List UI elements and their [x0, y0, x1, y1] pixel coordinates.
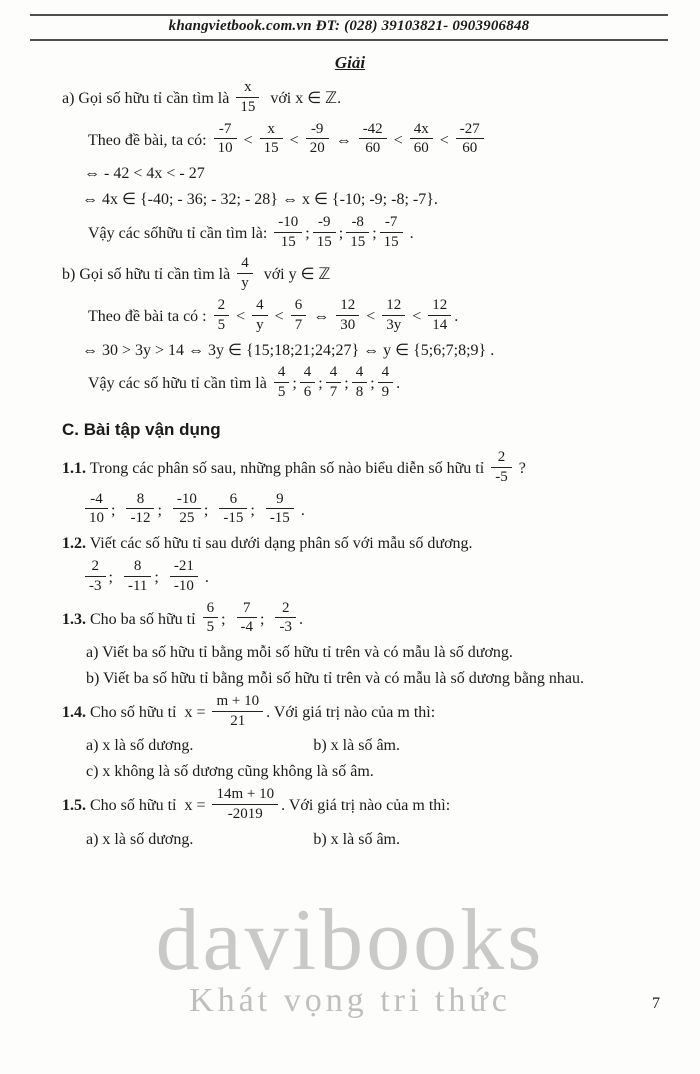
fraction [85, 558, 106, 595]
solution-part-b [62, 257, 664, 294]
fraction [260, 121, 283, 158]
fraction-numerator: 14m + 10 [212, 786, 278, 805]
fraction-numerator: 4 [352, 364, 368, 383]
fraction [85, 491, 108, 528]
fraction-denominator: 9 [381, 384, 390, 401]
fraction [410, 121, 433, 158]
text-run: . [298, 610, 303, 628]
fraction [173, 491, 201, 528]
solution-a-answer [62, 213, 664, 253]
fraction-denominator: -12 [130, 510, 151, 527]
fraction-denominator: 7 [329, 384, 338, 401]
fraction-numerator: -4 [85, 491, 108, 510]
document-body [0, 81, 700, 850]
fraction-numerator: 4 [274, 364, 290, 383]
exercise-1-3-b [62, 669, 664, 690]
fraction [352, 364, 368, 401]
text-run: ; [250, 501, 263, 519]
text-run: a) Viết ba số hữu tỉ bằng mỗi số hữu tỉ trên và có mẫu là số dương. [86, 644, 513, 662]
fraction-denominator: 5 [277, 384, 286, 401]
fraction-numerator: 4 [300, 364, 316, 383]
text-run: a) Gọi số hữu tỉ cần tìm là [62, 89, 234, 107]
fraction-denominator: 6 [303, 384, 312, 401]
fraction [326, 364, 342, 401]
exercise-1-5-ab [62, 830, 664, 851]
fraction-numerator: -27 [456, 121, 484, 140]
text-run: ⇔ [331, 131, 356, 149]
fraction-denominator: 15 [280, 233, 296, 250]
fraction-denominator: 60 [365, 140, 381, 157]
exercise-1-1 [62, 451, 664, 488]
fraction-numerator: 6 [219, 491, 247, 510]
fraction-numerator: 4 [237, 255, 253, 274]
fraction-numerator: 2 [85, 558, 106, 577]
fraction-denominator: -2019 [227, 805, 263, 822]
text-run: ; [305, 224, 310, 242]
fraction-numerator: -9 [313, 214, 336, 233]
fraction-numerator: -10 [173, 491, 201, 510]
text-run: với y ∈ ℤ [255, 266, 331, 284]
bold-text-run: 1.1. [62, 460, 86, 478]
text-run: . [405, 224, 414, 242]
exercise-1-4-c [62, 762, 664, 783]
fraction-denominator: 60 [462, 140, 478, 157]
fraction-numerator: x [260, 121, 283, 140]
fraction-numerator: 6 [291, 297, 307, 316]
fraction-denominator: 10 [217, 140, 233, 157]
text-run: a) x là số dương. [86, 830, 194, 848]
text-run: ; [344, 375, 349, 393]
fraction-numerator: 2 [214, 297, 230, 316]
fraction [124, 558, 151, 595]
fraction-numerator: 4 [378, 364, 394, 383]
text-run: ; [372, 224, 377, 242]
solution-title: Giải [334, 53, 366, 72]
fraction [170, 558, 198, 595]
solution-a-inequality [62, 120, 664, 160]
exercise-1-2-fractions [62, 560, 664, 597]
text-run: ; [108, 569, 121, 586]
text-run: < [239, 131, 257, 149]
fraction [382, 297, 405, 334]
text-run: b) x là số âm. [313, 737, 400, 755]
text-run: ⇔ 4x ∈ {-40; - 36; - 32; - 28} ⇔ x ∈ {-10; -9; -8; -7}. [82, 190, 438, 208]
text-run: ⇔ 30 > 3y > 14 ⇔ 3y ∈ {15;18;21;24;27} ⇔ y ∈ {5;6;7;8;9} . [82, 341, 495, 359]
watermark [0, 893, 700, 1020]
fraction-denominator: 15 [263, 140, 279, 157]
text-run: b) x là số âm. [313, 830, 400, 848]
text-run: < [285, 131, 303, 149]
fraction [274, 364, 290, 401]
text-run: . [296, 501, 305, 519]
exercise-1-3 [62, 599, 664, 639]
fraction-numerator: -7 [380, 214, 403, 233]
fraction-numerator: -10 [274, 214, 302, 233]
fraction-numerator: m + 10 [212, 693, 263, 712]
text-run: Theo đề bài, ta có: [88, 131, 211, 149]
text-run: . Với giá trị nào của m thì: [281, 796, 451, 814]
fraction-denominator: 15 [350, 233, 366, 250]
bold-text-run: 1.3. [62, 610, 86, 628]
fraction-numerator: x [236, 79, 259, 98]
text-run: a) x là số dương. [86, 737, 194, 755]
text-run: < [232, 307, 250, 325]
fraction-denominator: y [241, 275, 249, 292]
watermark-text: davibooks [155, 892, 545, 989]
fraction [236, 79, 259, 116]
text-run: Theo đề bài ta có : [88, 307, 211, 325]
fraction-numerator: 7 [237, 600, 258, 619]
exercise-1-2 [62, 534, 664, 555]
fraction-denominator: 15 [240, 98, 256, 115]
text-run: ; [221, 610, 234, 628]
text-run: ⇔ [309, 307, 334, 325]
text-run: b) Viết ba số hữu tỉ bằng mỗi số hữu tỉ trên và có mẫu là số dương bằng nhau. [86, 670, 585, 688]
text-run: . [396, 375, 401, 393]
fraction [380, 214, 403, 251]
fraction [456, 121, 484, 158]
bold-text-run: 1.4. [62, 703, 86, 721]
fraction-denominator: 8 [355, 384, 364, 401]
fraction-denominator: 21 [230, 712, 246, 729]
fraction [359, 121, 387, 158]
fraction [266, 491, 294, 528]
text-run: ; [292, 375, 297, 393]
exercise-1-1-fractions [62, 490, 664, 530]
fraction-numerator: -42 [359, 121, 387, 140]
fraction-denominator: y [256, 316, 264, 333]
fraction [237, 255, 253, 292]
text-run: với x ∈ ℤ. [262, 89, 342, 107]
fraction-denominator: 25 [179, 510, 195, 527]
fraction [252, 297, 268, 334]
text-run: . Với giá trị nào của m thì: [266, 703, 436, 721]
section-heading [62, 419, 664, 441]
text-run: Vậy các sốhữu tỉ cần tìm là: [88, 224, 272, 242]
fraction-denominator: 15 [316, 233, 332, 250]
exercise-1-4 [62, 692, 664, 732]
fraction-numerator: 4 [326, 364, 342, 383]
fraction-denominator: 14 [432, 316, 448, 333]
fraction-denominator: 5 [206, 619, 215, 636]
solution-part-a [62, 81, 664, 118]
text-run: ; [260, 610, 273, 628]
fraction-denominator: -5 [495, 468, 508, 485]
fraction [428, 297, 451, 334]
fraction-numerator: 12 [336, 297, 359, 316]
text-run: < [408, 307, 426, 325]
fraction-numerator: 4 [252, 297, 268, 316]
fraction [214, 121, 237, 158]
fraction [126, 491, 154, 528]
text-run: b) Gọi số hữu tỉ cần tìm là [62, 266, 235, 284]
text-run: . [200, 569, 209, 586]
fraction-denominator: -4 [240, 619, 254, 636]
fraction [212, 693, 263, 730]
fraction [346, 214, 369, 251]
fraction-denominator: -15 [223, 510, 244, 527]
text-run: Viết các số hữu tỉ sau dưới dạng phân số với mẫu số dương. [86, 535, 473, 553]
fraction [306, 121, 329, 158]
text-run: < [362, 307, 380, 325]
text-run: < [435, 131, 453, 149]
fraction [274, 214, 302, 251]
fraction [219, 491, 247, 528]
fraction-denominator: 20 [309, 140, 325, 157]
fraction-numerator: 2 [491, 449, 512, 468]
text-run: ? [514, 460, 526, 478]
text-run: ; [203, 501, 217, 519]
text-run: ; [338, 224, 344, 242]
fraction-numerator: -8 [346, 214, 369, 233]
fraction-numerator: 4x [410, 121, 433, 140]
solution-b-step [62, 341, 664, 362]
text-run: Cho số hữu tỉ x = [86, 796, 210, 814]
page-header [30, 14, 668, 41]
text-run: C. Bài tập vận dụng [62, 419, 221, 439]
fraction-numerator: 2 [275, 600, 296, 619]
fraction-numerator: 12 [382, 297, 405, 316]
fraction-denominator: 3y [386, 316, 402, 333]
solution-a-step-2 [62, 190, 664, 211]
solution-a-step-1 [62, 164, 664, 185]
text-run: ; [318, 375, 323, 393]
fraction [212, 786, 278, 823]
solution-b-inequality [62, 296, 664, 336]
fraction [214, 297, 230, 334]
text-run: < [389, 131, 407, 149]
text-run: ; [111, 501, 124, 519]
text-run: ⇔ - 42 < 4x < - 27 [84, 165, 205, 183]
fraction [275, 600, 296, 637]
fraction [203, 600, 219, 637]
watermark-slogan: Khát vọng tri thức [189, 981, 511, 1019]
fraction-denominator: 30 [340, 316, 356, 333]
fraction-denominator: 7 [294, 316, 303, 333]
fraction [237, 600, 258, 637]
page-number: 7 [652, 995, 660, 1012]
text-run: c) x không là số dương cũng không là số âm. [86, 763, 374, 781]
fraction-numerator: -9 [306, 121, 329, 140]
fraction-numerator: 8 [126, 491, 154, 510]
fraction-denominator: 10 [89, 510, 104, 527]
bold-text-run: 1.2. [62, 535, 86, 553]
fraction [336, 297, 359, 334]
text-run: Cho ba số hữu tỉ [86, 610, 200, 628]
fraction [291, 297, 307, 334]
exercise-1-3-a [62, 643, 664, 664]
text-run: ; [154, 569, 167, 586]
fraction-numerator: 9 [266, 491, 294, 510]
fraction-numerator: 8 [124, 558, 151, 577]
exercise-1-5 [62, 788, 664, 825]
fraction-numerator: -21 [170, 558, 198, 577]
fraction-denominator: -10 [173, 577, 194, 594]
fraction-numerator: 6 [203, 600, 219, 619]
text-run: < [270, 307, 288, 325]
solution-b-answer [62, 366, 664, 403]
fraction-numerator: 12 [428, 297, 451, 316]
exercise-1-4-ab [62, 736, 664, 757]
text-run: ; [157, 501, 170, 519]
fraction-denominator: -3 [89, 577, 102, 594]
fraction-denominator: 5 [217, 316, 226, 333]
fraction [313, 214, 336, 251]
text-run: Vậy các số hữu tỉ cần tìm là [88, 375, 271, 393]
fraction [378, 364, 394, 401]
fraction [300, 364, 316, 401]
text-run: Cho số hữu tỉ x = [86, 703, 210, 721]
publisher-contact: khangvietbook.com.vn ĐT: (028) 39103821- 0903906848 [168, 18, 530, 34]
fraction-denominator: -3 [279, 619, 292, 636]
fraction-numerator: -7 [214, 121, 237, 140]
fraction-denominator: 15 [383, 233, 399, 250]
bold-text-run: 1.5. [62, 796, 86, 814]
fraction-denominator: 60 [413, 140, 429, 157]
text-run: . [454, 307, 459, 325]
text-run: ; [370, 375, 375, 393]
fraction-denominator: -11 [127, 577, 148, 594]
fraction [491, 449, 512, 486]
fraction-denominator: -15 [269, 510, 290, 527]
text-run: Trong các phân số sau, những phân số nào biểu diễn số hữu tỉ [86, 460, 489, 478]
